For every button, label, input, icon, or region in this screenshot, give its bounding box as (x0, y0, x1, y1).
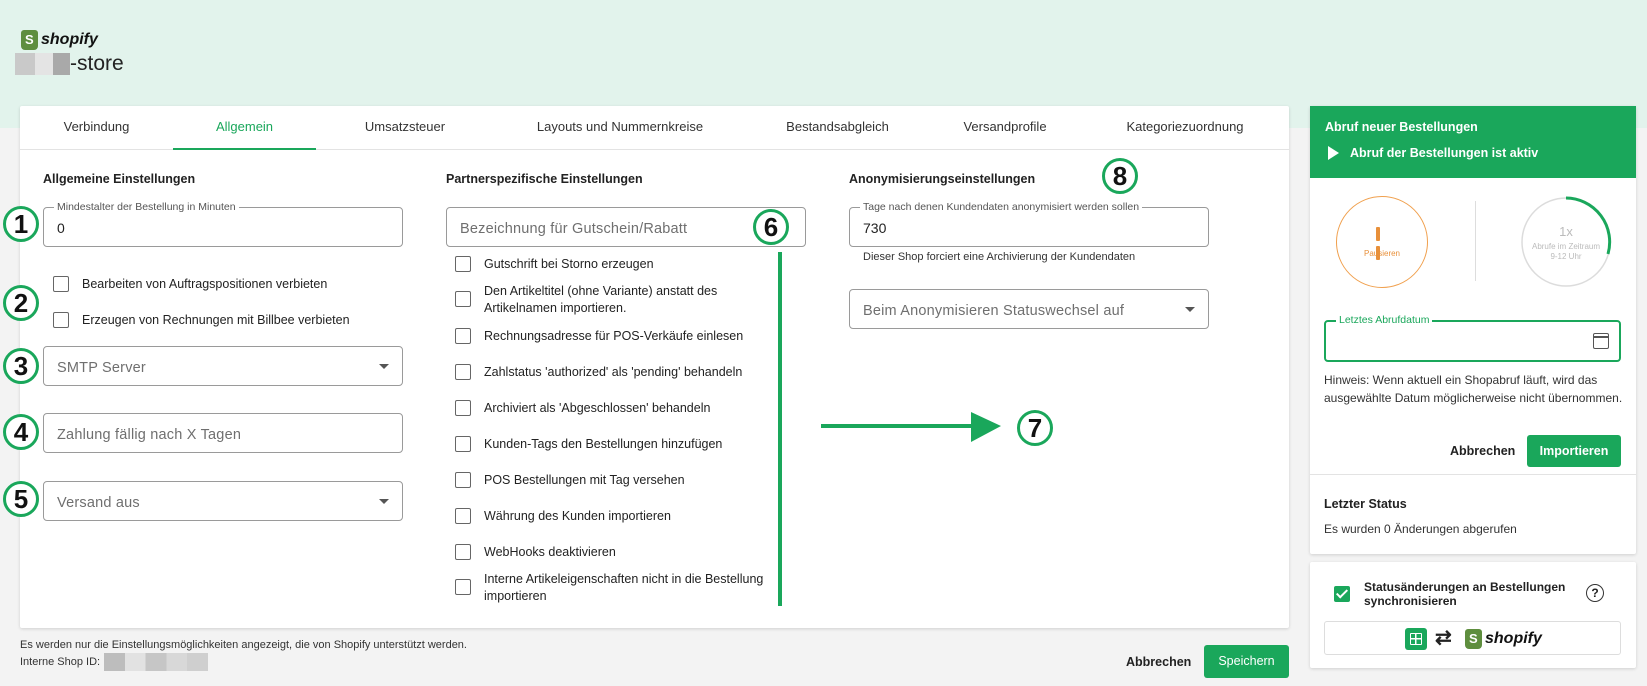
payment-due-input[interactable] (43, 413, 403, 453)
checkbox[interactable] (455, 579, 471, 595)
checkbox-label: Bearbeiten von Auftragspositionen verbieten (82, 277, 328, 291)
save-button[interactable]: Speichern (1204, 645, 1289, 678)
chevron-down-icon (379, 364, 389, 369)
pause-label: Pausieren (1363, 249, 1401, 258)
tab-kategoriezuordnung[interactable]: Kategoriezuordnung (1126, 119, 1244, 134)
voucher-placeholder: Bezeichnung für Gutschein/Rabatt (460, 221, 688, 237)
order-fetch-title: Abruf neuer Bestellungen (1325, 120, 1478, 134)
checkbox[interactable] (455, 291, 471, 307)
checkbox-label: Den Artikeltitel (ohne Variante) anstatt des Artikelnamen importieren. (484, 284, 718, 315)
chevron-down-icon (1185, 307, 1195, 312)
calendar-icon[interactable] (1593, 333, 1609, 349)
checkbox-storno[interactable] (455, 256, 775, 273)
tab-versandprofile[interactable]: Versandprofile (963, 119, 1047, 134)
fetch-rate-caption: Abrufe im Zeitraum (1531, 242, 1601, 251)
general-title: Allgemeine Einstellungen (43, 172, 196, 186)
min-age-field[interactable] (43, 201, 403, 247)
checkbox-label: POS Bestellungen mit Tag versehen (484, 473, 685, 487)
checkbox-label: Kunden-Tags den Bestellungen hinzufügen (484, 437, 723, 451)
checkbox-internal-props[interactable] (455, 571, 775, 605)
status-sync-card (1310, 562, 1636, 668)
billbee-logo-icon (1405, 628, 1427, 650)
checkbox-archived-closed[interactable] (455, 400, 775, 417)
checkbox-label: WebHooks deaktivieren (484, 545, 616, 559)
partner-title: Partnerspezifische Einstellungen (446, 172, 643, 186)
smtp-select[interactable] (43, 346, 403, 386)
checkbox-authorized-pending[interactable] (455, 364, 775, 381)
shop-id-value (104, 653, 208, 671)
tab-bar (20, 106, 1289, 150)
anon-hint: Dieser Shop forciert eine Archivierung der Kundendaten (863, 251, 1136, 263)
checkbox[interactable] (455, 436, 471, 452)
annotation-badge-8: 8 (1102, 158, 1138, 194)
last-status-title: Letzter Status (1324, 497, 1407, 511)
cancel-button[interactable]: Abbrechen (1126, 655, 1192, 669)
tab-allgemein[interactable]: Allgemein (173, 106, 316, 150)
fetch-rate-window: 9-12 Uhr (1550, 252, 1582, 261)
checkbox[interactable] (455, 400, 471, 416)
checkbox-article-title[interactable] (455, 283, 775, 317)
anon-days-value: 730 (863, 220, 887, 236)
shop-id-label: Interne Shop ID: (20, 656, 101, 668)
checkbox-label: Währung des Kunden importieren (484, 509, 671, 523)
order-fetch-header (1310, 106, 1636, 178)
checkbox[interactable] (455, 508, 471, 524)
checkbox-label: Archiviert als 'Abgeschlossen' behandeln (484, 401, 711, 415)
last-fetch-date-input[interactable] (1324, 314, 1621, 362)
tab-bestandsabgleich[interactable]: Bestandsabgleich (786, 119, 889, 134)
min-age-value: 0 (57, 220, 65, 236)
min-age-legend: Mindestalter der Bestellung in Minuten (54, 201, 239, 213)
shipping-placeholder: Versand aus (57, 495, 140, 511)
integration-logos (1324, 621, 1621, 655)
chevron-down-icon (379, 499, 389, 504)
checkbox-label: Interne Artikeleigenschaften nicht in die Bestellung importieren (484, 572, 764, 603)
order-fetch-card (1310, 106, 1636, 554)
annotation-badge-6: 6 (753, 209, 789, 245)
smtp-placeholder: SMTP Server (57, 360, 146, 376)
fetch-hint: Hinweis: Wenn aktuell ein Shopabruf läuft, wird das ausgewählte Datum möglicherweise nicht übernommen. (1324, 373, 1623, 405)
import-button[interactable]: Importieren (1527, 435, 1621, 467)
fetch-rate-gauge (1520, 196, 1612, 288)
sync-checkbox[interactable] (1334, 586, 1350, 602)
footer-note (20, 637, 467, 671)
annotation-badge-7: 7 (1017, 410, 1053, 446)
divider (1475, 201, 1476, 281)
checkbox[interactable] (455, 328, 471, 344)
shopify-logo: S shopify (1465, 629, 1542, 649)
shopify-bag-icon (21, 30, 38, 50)
checkbox-pos-address[interactable] (455, 328, 775, 345)
tab-verbindung[interactable]: Verbindung (63, 119, 130, 134)
checkbox[interactable] (455, 364, 471, 380)
anon-title: Anonymisierungseinstellungen (849, 172, 1036, 186)
shopify-bag-icon (1465, 629, 1482, 649)
anon-days-field[interactable] (849, 201, 1209, 247)
sidebar-cancel-button[interactable]: Abbrechen (1450, 444, 1516, 458)
annotation-badge-4: 4 (3, 414, 39, 450)
checkbox-label: Rechnungsadresse für POS-Verkäufe einlesen (484, 329, 744, 343)
payment-placeholder: Zahlung fällig nach X Tagen (57, 427, 242, 443)
pause-button[interactable] (1336, 196, 1428, 288)
store-name: -store (70, 52, 124, 75)
checkbox[interactable] (455, 256, 471, 272)
annotation-bracket-line (778, 252, 782, 606)
checkbox[interactable] (455, 472, 471, 488)
brand-name: shopify (41, 31, 98, 48)
annotation-badge-2: 2 (3, 285, 39, 321)
anon-days-legend: Tage nach denen Kundendaten anonymisiert werden sollen (860, 201, 1142, 213)
checkbox-label: Erzeugen von Rechnungen mit Billbee verbieten (82, 313, 350, 327)
anon-status-placeholder: Beim Anonymisieren Statuswechsel auf (863, 303, 1125, 319)
checkbox[interactable] (455, 544, 471, 560)
fetch-rate-value: 1x (1559, 224, 1573, 239)
checkbox-webhooks[interactable] (455, 544, 775, 561)
checkbox-invoices[interactable] (53, 312, 350, 329)
pause-icon (1376, 227, 1388, 241)
tab-umsatzsteuer[interactable]: Umsatzsteuer (364, 119, 446, 134)
checkbox[interactable] (53, 276, 69, 292)
annotation-badge-3: 3 (3, 348, 39, 384)
anon-status-select[interactable] (849, 289, 1209, 329)
annotation-badge-1: 1 (3, 206, 39, 242)
sync-arrows-icon: ⇄ (1435, 627, 1452, 649)
play-icon (1328, 146, 1339, 160)
checkbox-label: Gutschrift bei Storno erzeugen (484, 257, 654, 271)
footer-note-text: Es werden nur die Einstellungsmöglichkeiten angezeigt, die von Shopify unterstützt werden. (20, 639, 467, 651)
last-status-value: Es wurden 0 Änderungen abgerufen (1324, 522, 1517, 536)
checkbox-pos-tag[interactable] (455, 472, 775, 489)
shipping-from-select[interactable] (43, 481, 403, 521)
last-fetch-date-legend: Letztes Abrufdatum (1336, 314, 1432, 326)
voucher-name-input[interactable] (446, 207, 806, 247)
divider (1310, 474, 1636, 475)
checkbox-label: Zahlstatus 'authorized' als 'pending' behandeln (484, 365, 743, 379)
help-icon[interactable]: ? (1586, 584, 1604, 602)
blurred-name (15, 53, 35, 75)
annotation-badge-5: 5 (3, 481, 39, 517)
order-fetch-status: Abruf der Bestellungen ist aktiv (1350, 146, 1539, 160)
annotation-arrow-icon (821, 412, 1001, 444)
checkbox[interactable] (53, 312, 69, 328)
checkbox-customer-tags[interactable] (455, 436, 775, 453)
checkbox-edit-positions[interactable] (53, 276, 327, 293)
settings-panel (20, 106, 1289, 628)
store-logo (21, 30, 124, 76)
checkbox-customer-currency[interactable] (455, 508, 775, 525)
sync-label: Statusänderungen an Bestellungen synchronisieren (1364, 580, 1566, 608)
tab-layouts[interactable]: Layouts und Nummernkreise (536, 119, 704, 134)
